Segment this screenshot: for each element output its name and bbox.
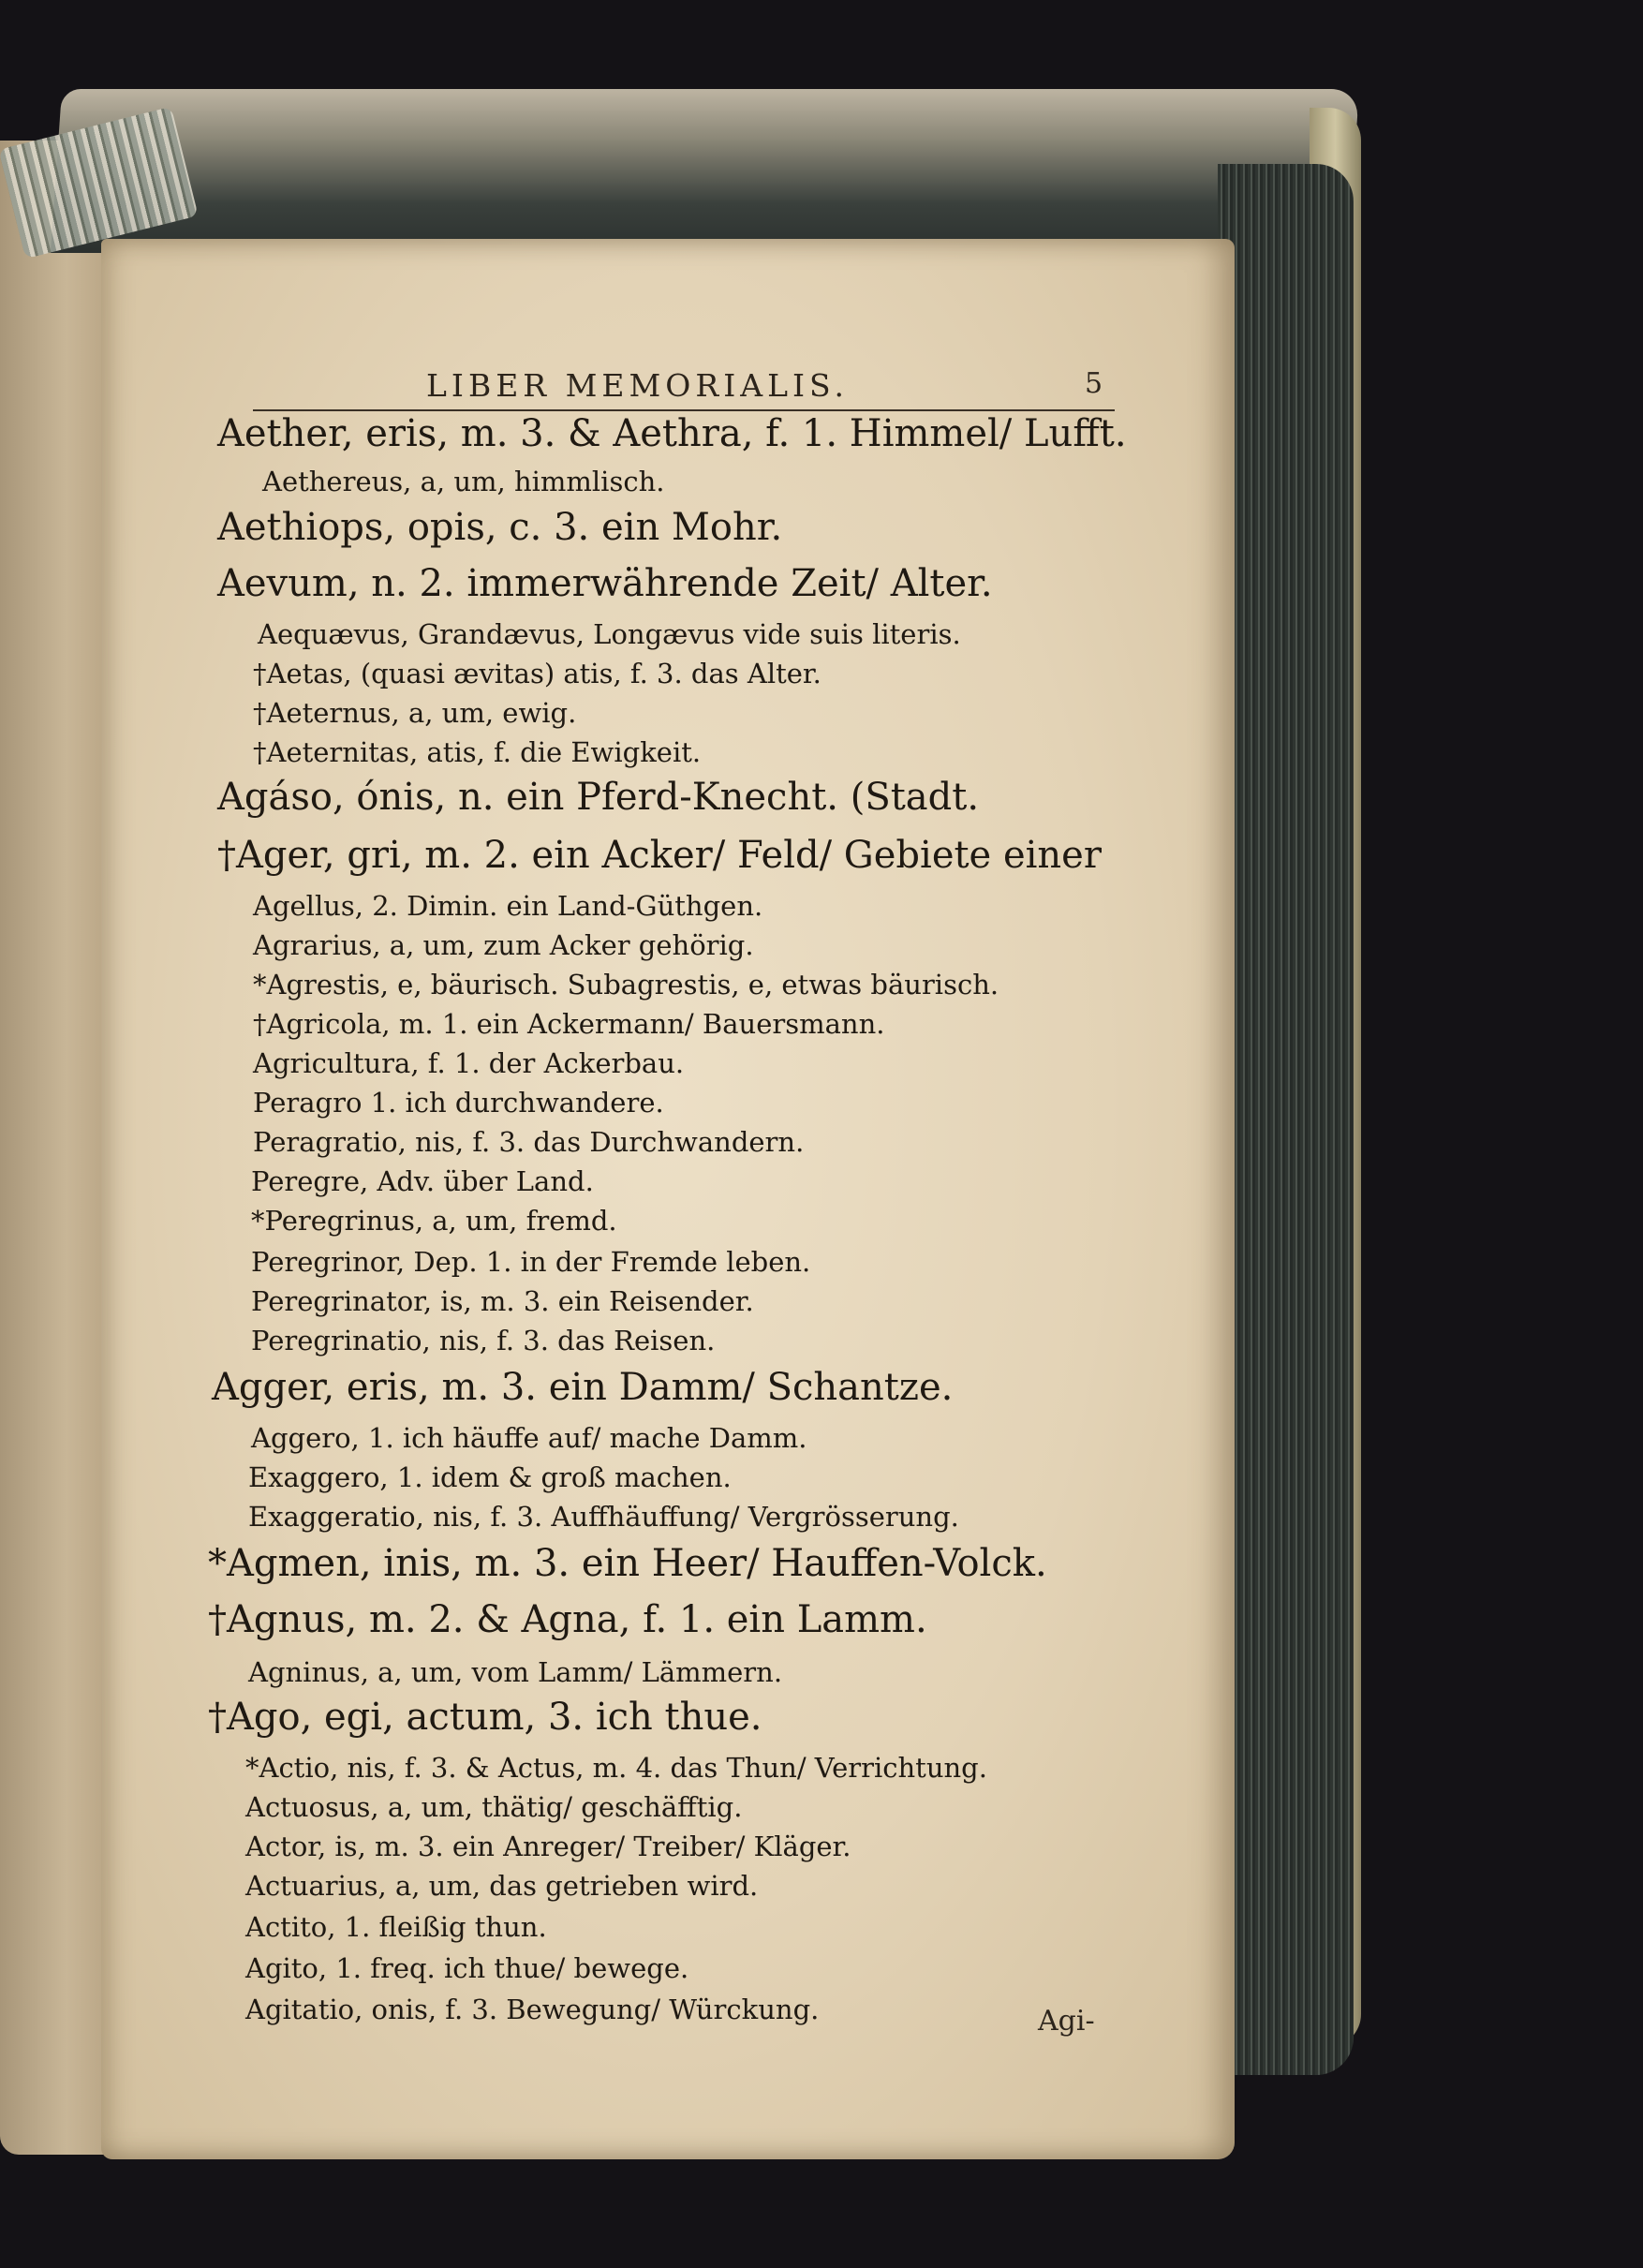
entry: Aggero, 1. ich häuffe auf/ mache Damm.: [251, 1422, 807, 1454]
entry: Exaggero, 1. idem & groß machen.: [248, 1461, 732, 1493]
entry: Agninus, a, um, vom Lamm/ Lämmern.: [248, 1656, 783, 1688]
entry: †Ago, egi, actum, 3. ich thue.: [208, 1696, 762, 1739]
entry: Peregre, Adv. über Land.: [251, 1165, 594, 1197]
entry: Peregrinor, Dep. 1. in der Fremde leben.: [251, 1246, 811, 1278]
entry: Actor, is, m. 3. ein Anreger/ Treiber/ Kläger.: [245, 1831, 851, 1862]
entry: †Agnus, m. 2. & Agna, f. 1. ein Lamm.: [208, 1598, 927, 1641]
entry: *Peregrinus, a, um, fremd.: [251, 1205, 617, 1237]
entry: Actito, 1. fleißig thun.: [245, 1911, 547, 1943]
entry: Agricultura, f. 1. der Ackerbau.: [253, 1047, 685, 1079]
entry: Peragro 1. ich durchwandere.: [253, 1087, 664, 1119]
page-block-edge: [1218, 164, 1354, 2075]
entry: †Ager, gri, m. 2. ein Acker/ Feld/ Gebiete einer: [217, 834, 1102, 877]
entry: Aequævus, Grandævus, Longævus vide suis literis.: [258, 618, 961, 650]
running-head: LIBER MEMORIALIS.: [426, 367, 849, 404]
entry: Aether, eris, m. 3. & Aethra, f. 1. Himmel/ Lufft.: [217, 412, 1127, 455]
page-number: 5: [1085, 367, 1103, 400]
entry: †Aetas, (quasi ævitas) atis, f. 3. das Alter.: [253, 658, 822, 689]
entry: Aethiops, opis, c. 3. ein Mohr.: [217, 506, 783, 549]
header-rule: [253, 409, 1115, 411]
entry: *Actio, nis, f. 3. & Actus, m. 4. das Thun/ Verrichtung.: [245, 1752, 987, 1784]
entry: Peregrinatio, nis, f. 3. das Reisen.: [251, 1325, 716, 1356]
catchword: Agi-: [1038, 2005, 1095, 2038]
entry: Exaggeratio, nis, f. 3. Auffhäuffung/ Vergrösserung.: [248, 1501, 959, 1533]
entry: †Aeternitas, atis, f. die Ewigkeit.: [253, 736, 702, 768]
entry: Agito, 1. freq. ich thue/ bewege.: [245, 1952, 689, 1984]
entry: †Agricola, m. 1. ein Ackermann/ Bauersmann.: [253, 1008, 885, 1040]
entry: Agellus, 2. Dimin. ein Land-Güthgen.: [253, 890, 763, 922]
entry: Peragratio, nis, f. 3. das Durchwandern.: [253, 1126, 805, 1158]
entry: Actuosus, a, um, thätig/ geschäfftig.: [245, 1791, 743, 1823]
entry: Agitatio, onis, f. 3. Bewegung/ Würckung.: [245, 1994, 820, 2025]
book-top-edge: [51, 89, 1359, 253]
entry: Actuarius, a, um, das getrieben wird.: [245, 1870, 759, 1902]
entry: Agger, eris, m. 3. ein Damm/ Schantze.: [212, 1366, 954, 1409]
entry: †Aeternus, a, um, ewig.: [253, 697, 577, 729]
entry: Peregrinator, is, m. 3. ein Reisender.: [251, 1285, 754, 1317]
entry: Aevum, n. 2. immerwährende Zeit/ Alter.: [217, 562, 993, 605]
entry: *Agmen, inis, m. 3. ein Heer/ Hauffen-Volck.: [208, 1542, 1047, 1585]
left-page-edge: [0, 141, 111, 2155]
entry: Agáso, ónis, n. ein Pferd-Knecht. (Stadt.: [217, 776, 980, 819]
entry: Agrarius, a, um, zum Acker gehörig.: [253, 929, 754, 961]
entry: Aethereus, a, um, himmlisch.: [262, 466, 665, 497]
entry: *Agrestis, e, bäurisch. Subagrestis, e, etwas bäurisch.: [253, 969, 999, 1001]
